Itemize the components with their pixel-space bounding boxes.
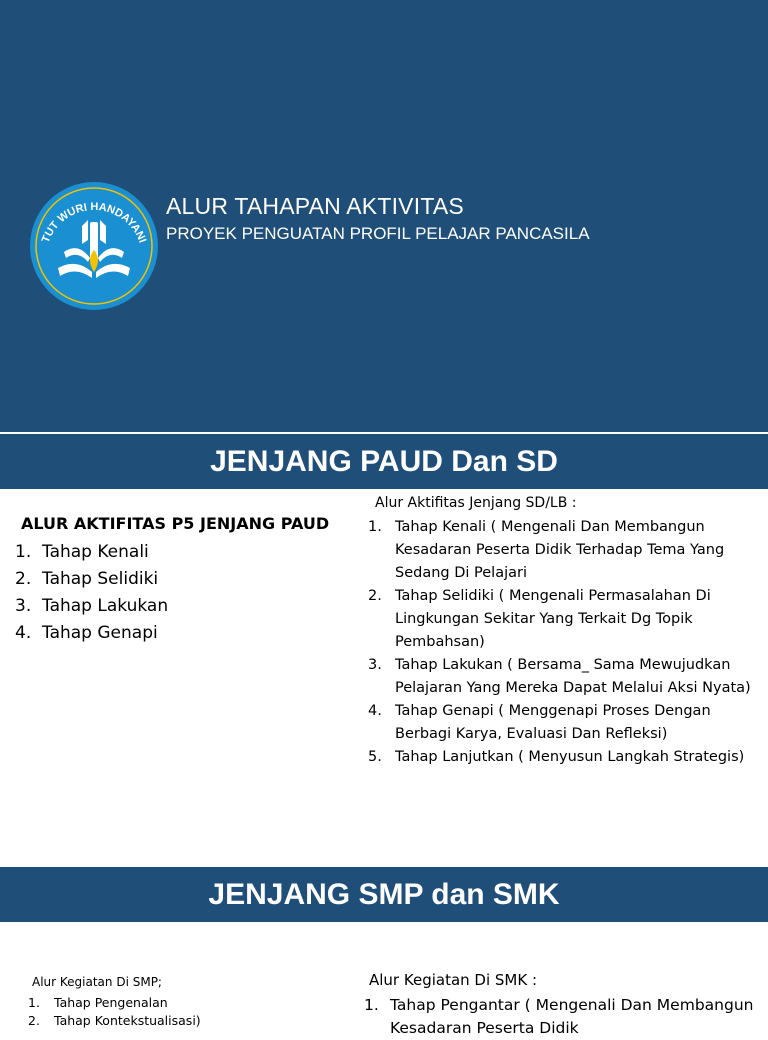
- paud-heading: ALUR AKTIFITAS P5 JENJANG PAUD: [21, 514, 330, 533]
- slide-subtitle: PROYEK PENGUATAN PROFIL PELAJAR PANCASILA: [166, 224, 590, 243]
- item-text: Tahap Pengenalan: [54, 995, 168, 1010]
- list-item: [28, 994, 201, 1012]
- item-number: 3.: [15, 596, 32, 616]
- list-item: [15, 620, 168, 647]
- list-item: [368, 746, 763, 769]
- list-item: [368, 654, 763, 700]
- section-title: JENJANG SMP dan SMK: [208, 877, 560, 911]
- list-item: [368, 516, 763, 585]
- list-item: [368, 700, 763, 746]
- paud-steps-list: [15, 539, 168, 647]
- section-band-paud-sd: [0, 434, 768, 489]
- item-number: 4.: [368, 703, 382, 719]
- sd-heading: Alur Aktifitas Jenjang SD/LB :: [375, 495, 577, 511]
- item-text: Tahap Lanjutkan ( Menyusun Langkah Strategis): [395, 749, 745, 765]
- item-number: 1.: [364, 996, 379, 1014]
- item-text: Tahap Lakukan: [42, 596, 169, 616]
- tut-wuri-handayani-logo: [28, 180, 160, 312]
- item-number: 3.: [368, 657, 382, 673]
- item-text: Tahap Pengantar ( Mengenali Dan Membangun Kesadaran Peserta Didik: [390, 996, 754, 1037]
- sd-steps-list: [368, 516, 763, 769]
- item-text: Tahap Kenali: [42, 542, 149, 562]
- list-item: [364, 994, 764, 1040]
- list-item: [15, 593, 168, 620]
- item-number: 1.: [28, 995, 40, 1010]
- logo-motto: TUT WURI HANDAYANI: [39, 200, 149, 245]
- list-item: [15, 539, 168, 566]
- item-text: Tahap Genapi: [42, 623, 158, 643]
- smp-steps-list: [28, 994, 201, 1030]
- item-number: 1.: [368, 519, 382, 535]
- item-text: Tahap Kenali ( Mengenali Dan Membangun Kesadaran Peserta Didik Terhadap Tema Yang Sedang Di Pelajari: [395, 519, 725, 581]
- item-number: 1.: [15, 542, 32, 562]
- item-number: 5.: [368, 749, 382, 765]
- item-text: Tahap Lakukan ( Bersama_ Sama Mewujudkan Pelajaran Yang Mereka Dapat Melalui Aksi Nyata): [395, 657, 751, 696]
- list-item: [368, 585, 763, 654]
- item-number: 2.: [368, 588, 382, 604]
- section-title: JENJANG PAUD Dan SD: [210, 444, 558, 478]
- list-item: [28, 1012, 201, 1030]
- item-text: Tahap Genapi ( Menggenapi Proses Dengan Berbagi Karya, Evaluasi Dan Refleksi): [395, 703, 711, 742]
- item-text: Tahap Selidiki ( Mengenali Permasalahan Di Lingkungan Sekitar Yang Terkait Dg Topik Pembahsan): [395, 588, 711, 650]
- item-text: Tahap Kontekstualisasi): [54, 1013, 201, 1028]
- smk-heading: Alur Kegiatan Di SMK :: [369, 971, 538, 989]
- section-band-smp-smk: [0, 867, 768, 922]
- item-number: 2.: [28, 1013, 40, 1028]
- item-text: Tahap Selidiki: [42, 569, 159, 589]
- smk-steps-list: [364, 994, 764, 1040]
- smp-heading: Alur Kegiatan Di SMP;: [32, 975, 162, 989]
- item-number: 4.: [15, 623, 32, 643]
- item-number: 2.: [15, 569, 32, 589]
- title-slide: [0, 0, 768, 432]
- slide-title: ALUR TAHAPAN AKTIVITAS: [166, 193, 464, 219]
- list-item: [15, 566, 168, 593]
